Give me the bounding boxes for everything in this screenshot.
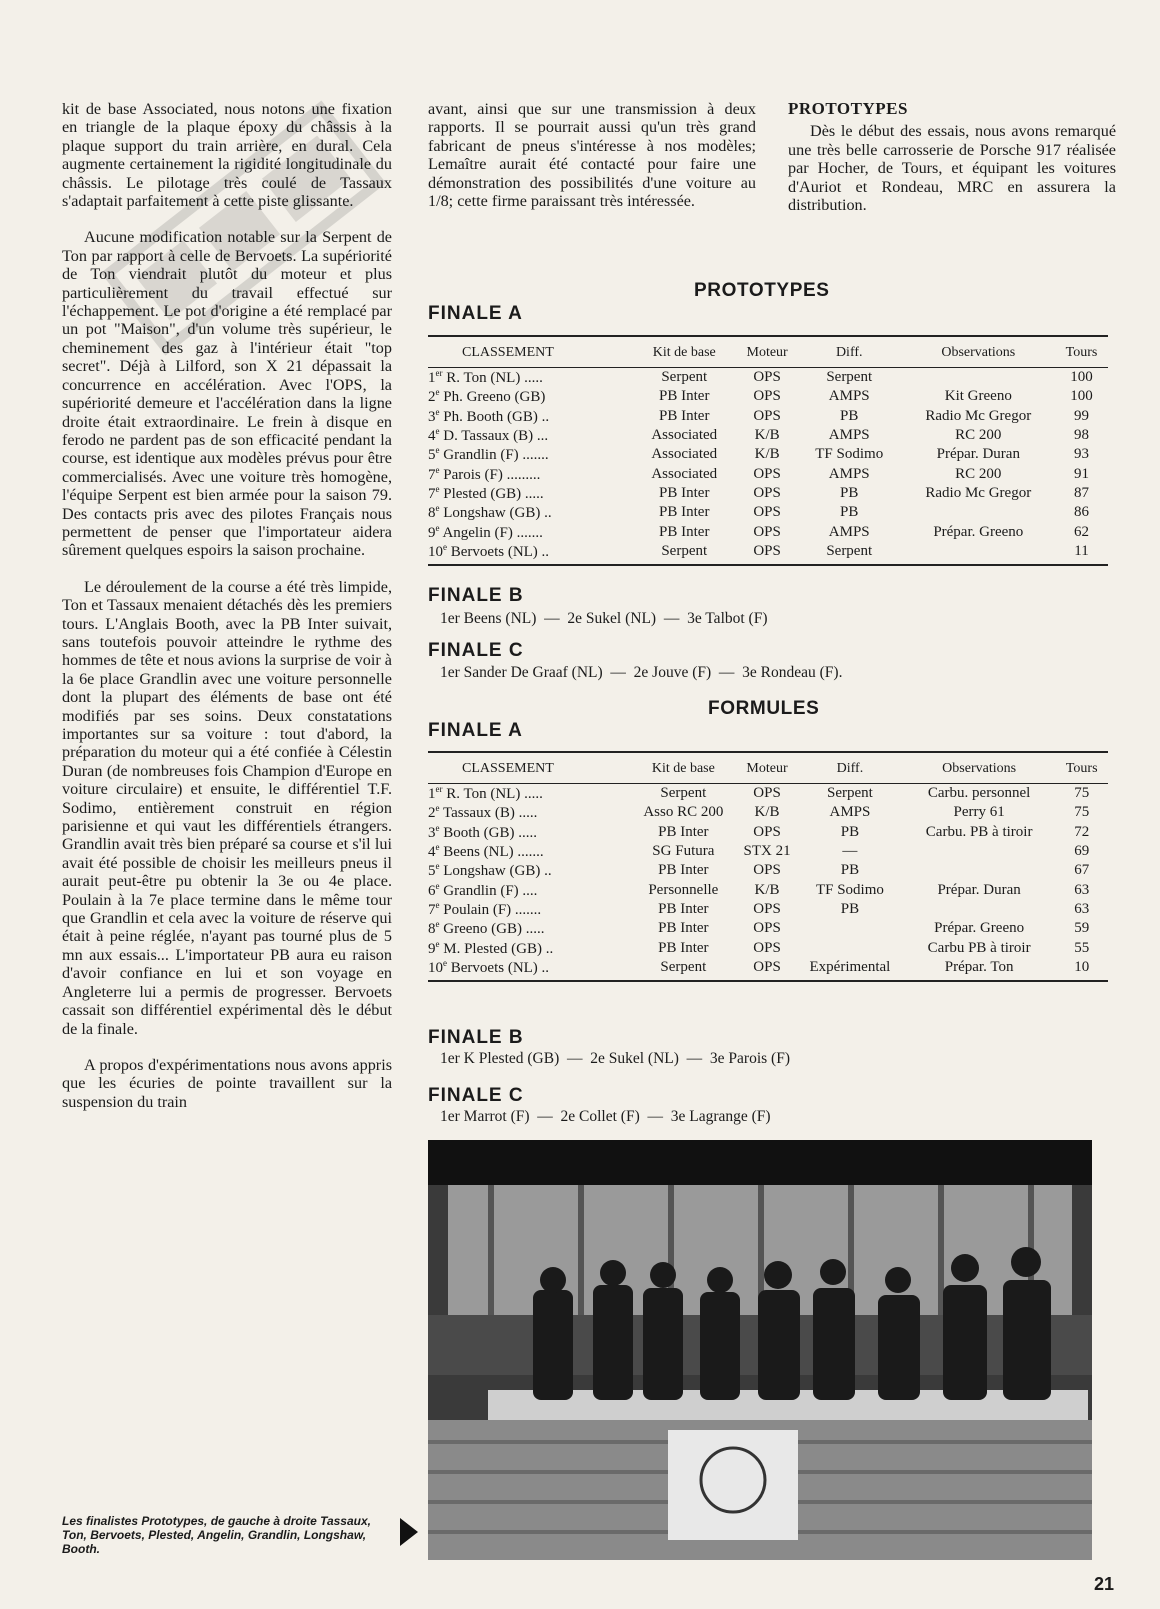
prototypes-finale-a-title: FINALE A	[428, 303, 523, 324]
paragraph: kit de base Associated, nous notons une fixation en triangle de la plaque époxy du châssis à la plaque support du train arrière, en dural. Cela augmente certainement la rigidité longitudinale du châssis. Le pilotage très coulé de Tassaux s'adaptait parfaitement à cette piste glissante.	[62, 100, 392, 211]
prototypes-title: PROTOTYPES	[694, 280, 830, 301]
classement-cell	[428, 823, 630, 842]
kit-cell: Associated	[651, 427, 718, 444]
article-column-1	[62, 100, 392, 1129]
col-header: Kit de base	[630, 752, 738, 784]
moteur-cell: OPS	[753, 407, 781, 424]
classement-cell	[428, 900, 630, 919]
prototypes-results-table	[428, 335, 1108, 566]
col-header: CLASSEMENT	[428, 336, 631, 368]
obs-cell	[903, 842, 1056, 861]
driver-name: Plested (GB) .....	[443, 485, 544, 502]
prototypes-finale-b-results: 1er Beens (NL) — 2e Sukel (NL) — 3e Talbot (F)	[440, 610, 768, 627]
moteur-cell: OPS	[753, 939, 781, 956]
col-header: Tours	[1055, 752, 1108, 784]
diff-cell: PB	[840, 823, 860, 840]
rank: 8e	[428, 503, 440, 522]
rank: 2e	[428, 803, 440, 822]
obs-cell: Kit Greeno	[944, 388, 1012, 405]
table-row	[428, 784, 1108, 804]
moteur-cell: OPS	[753, 504, 781, 521]
moteur-cell: STX 21	[743, 843, 791, 860]
kit-cell: Associated	[651, 446, 718, 463]
driver-name: Tassaux (B) .....	[442, 805, 538, 822]
rank: 10e	[428, 957, 447, 976]
table-row	[428, 900, 1108, 919]
formules-finale-b-title: FINALE B	[428, 1027, 524, 1048]
classement-cell	[428, 522, 631, 541]
driver-name: Grandlin (F) ....	[443, 882, 538, 899]
col-header: Diff.	[797, 752, 903, 784]
formules-finale-a-title: FINALE A	[428, 720, 523, 741]
finalists-photo	[428, 1140, 1092, 1560]
classement-cell	[428, 880, 630, 899]
tours-cell: 99	[1073, 407, 1089, 424]
tours-cell: 63	[1074, 900, 1090, 917]
kit-cell: SG Futura	[652, 843, 715, 860]
obs-cell: Carbu PB à tiroir	[927, 939, 1031, 956]
rank: 10e	[428, 541, 447, 560]
page-number: 21	[1094, 1574, 1115, 1594]
col-header: Observations	[902, 336, 1055, 368]
moteur-cell: OPS	[753, 785, 781, 802]
table-row	[428, 484, 1108, 503]
driver-name: Longshaw (GB) ..	[443, 505, 552, 522]
rank: 7e	[428, 464, 440, 483]
table-row	[428, 464, 1108, 483]
table-row	[428, 522, 1108, 541]
driver-name: M. Plested (GB) ..	[443, 940, 554, 957]
article-column-3	[788, 100, 1116, 232]
obs-cell: Prépar. Greeno	[934, 920, 1025, 937]
obs-cell: Prépar. Duran	[936, 446, 1020, 463]
kit-cell: Serpent	[630, 958, 738, 981]
classement-cell	[428, 958, 630, 981]
table-row	[428, 861, 1108, 880]
tours-cell: 86	[1073, 504, 1089, 521]
rank: 4e	[428, 426, 440, 445]
rank: 5e	[428, 861, 440, 880]
paragraph: Aucune modification notable sur la Serpent de Ton par rapport à celle de Bervoets. La supériorité de Ton viendrait plutôt du moteur et plus particulièrement du travail effectué sur l'échappement. Le pot d'origine a été remplacé par un pot "Maison", d'un volume très supérieur, le cheminement des gaz à l'intérieur était "top secret". Déjà à Lilford, son X 21 dépassait la concurrence en accélération. Avec l'OPS, la supériorité demeure et l'accélération dans la ligne droite était extraordinaire. Le frein à disque en ferodo ne pardent pas de son efficacité pendant la course, est identique aux modèles prévus pour être commercialisés. Avec une voiture très homogène, l'équipe Serpent est bien armée pour la saison 79. Des contacts pris avec des pilotes Français nous permettent de penser que l'importateur aidera sûrement quelques espoirs la saison prochaine.	[62, 228, 392, 560]
kit-cell: PB Inter	[658, 920, 709, 937]
diff-cell: TF Sodimo	[815, 446, 884, 463]
table-row	[428, 958, 1108, 981]
col-header: CLASSEMENT	[428, 752, 630, 784]
article-column-2	[428, 100, 756, 228]
table-row	[428, 426, 1108, 445]
kit-cell: PB Inter	[659, 523, 710, 540]
col-header: Kit de base	[631, 336, 737, 368]
tours-cell: 67	[1074, 862, 1090, 879]
col-header: Diff.	[797, 336, 902, 368]
obs-cell: Prépar. Duran	[937, 881, 1021, 898]
classement-cell	[428, 919, 630, 938]
classement-cell	[428, 503, 631, 522]
classement-cell	[428, 842, 630, 861]
tours-cell: 62	[1073, 523, 1089, 540]
moteur-cell: OPS	[753, 862, 781, 879]
tours-cell: 75	[1074, 804, 1090, 821]
formules-finale-c-results: 1er Marrot (F) — 2e Collet (F) — 3e Lagrange (F)	[440, 1108, 771, 1125]
driver-name: Longshaw (GB) ..	[443, 863, 552, 880]
obs-cell: Radio Mc Gregor	[925, 407, 1032, 424]
formules-finale-c-title: FINALE C	[428, 1085, 524, 1106]
table-row	[428, 368, 1108, 388]
classement-cell	[428, 464, 631, 483]
rank: 6e	[428, 880, 440, 899]
classement-cell	[428, 484, 631, 503]
table-row	[428, 387, 1108, 406]
table-row	[428, 938, 1108, 957]
driver-name: Greeno (GB) .....	[443, 921, 545, 938]
moteur-cell: K/B	[754, 427, 780, 444]
paragraph: avant, ainsi que sur une transmission à deux rapports. Il se pourrait aussi qu'un très grand fabricant de pneus s'intéresse à nos modèles; Lemaître aurait été contacté pour faire une démonstration des possibilités d'une voiture au 1/8; cette firme paraissant très intéressée.	[428, 100, 756, 211]
table-row	[428, 823, 1108, 842]
moteur-cell: K/B	[754, 881, 780, 898]
formules-title: FORMULES	[708, 698, 820, 719]
paragraph: A propos d'expérimentations nous avons appris que les écuries de pointe travaillent sur la suspension du train	[62, 1055, 392, 1111]
diff-cell: Serpent	[826, 369, 873, 386]
kit-cell: Serpent	[660, 785, 707, 802]
rank: 9e	[428, 938, 440, 957]
obs-cell	[902, 368, 1055, 388]
prototypes-finale-c-results: 1er Sander De Graaf (NL) — 2e Jouve (F) — 3e Rondeau (F).	[440, 664, 843, 681]
moteur-cell: OPS	[753, 388, 781, 405]
kit-cell: PB Inter	[659, 504, 710, 521]
table-row	[428, 842, 1108, 861]
arrow-right-icon	[400, 1518, 418, 1546]
kit-cell: Associated	[651, 465, 718, 482]
diff-cell: —	[842, 843, 858, 860]
prototypes-finale-b-title: FINALE B	[428, 585, 524, 606]
classement-cell	[428, 803, 630, 822]
diff-cell: PB	[840, 900, 860, 917]
tours-cell: 55	[1074, 939, 1090, 956]
rank: 4e	[428, 842, 440, 861]
moteur-cell: K/B	[754, 804, 780, 821]
moteur-cell: OPS	[737, 542, 796, 565]
table-row	[428, 503, 1108, 522]
kit-cell: Personnelle	[648, 881, 719, 898]
rank: 1er	[428, 784, 443, 803]
obs-cell: Carbu. PB à tiroir	[925, 823, 1033, 840]
rank: 9e	[428, 522, 440, 541]
kit-cell: PB Inter	[659, 388, 710, 405]
tours-cell: 100	[1070, 369, 1093, 386]
classement-cell	[428, 387, 631, 406]
driver-name: Bervoets (NL) ..	[450, 543, 550, 560]
rank: 3e	[428, 406, 440, 425]
diff-cell: AMPS	[828, 388, 870, 405]
rank: 7e	[428, 483, 440, 502]
table-row	[428, 919, 1108, 938]
obs-cell: Radio Mc Gregor	[925, 484, 1032, 501]
diff-cell: TF Sodimo	[815, 881, 884, 898]
tours-cell: 98	[1073, 427, 1089, 444]
kit-cell: PB Inter	[658, 862, 709, 879]
classement-cell	[428, 861, 630, 880]
driver-name: Grandlin (F) .......	[443, 447, 549, 464]
kit-cell: PB Inter	[659, 407, 710, 424]
driver-name: Parois (F) .........	[443, 466, 541, 483]
paragraph: Dès le début des essais, nous avons remarqué une très belle carrosserie de Porsche 917 réalisée par Hocher, de Tours, et équipant les voitures d'Auriot et Rondeau, MRC en assurera la distribution.	[788, 122, 1116, 215]
kit-cell: PB Inter	[658, 900, 709, 917]
moteur-cell: OPS	[753, 900, 781, 917]
diff-cell: Serpent	[827, 785, 873, 802]
kit-cell: Asso RC 200	[643, 804, 724, 821]
tours-cell: 91	[1073, 465, 1089, 482]
diff-cell: PB	[840, 862, 860, 879]
diff-cell: AMPS	[828, 427, 870, 444]
tours-cell: 75	[1074, 785, 1090, 802]
driver-name: Beens (NL) .......	[443, 844, 544, 861]
diff-cell: PB	[840, 484, 859, 501]
diff-cell: AMPS	[828, 465, 870, 482]
obs-cell: Prépar. Ton	[903, 958, 1056, 981]
driver-name: R. Ton (NL) .....	[446, 786, 543, 803]
obs-cell: Prépar. Greeno	[933, 523, 1024, 540]
moteur-cell: OPS	[737, 958, 797, 981]
diff-cell	[797, 919, 903, 938]
rank: 1er	[428, 368, 443, 387]
moteur-cell: OPS	[753, 465, 781, 482]
classement-cell	[428, 938, 630, 957]
obs-cell	[903, 900, 1056, 919]
diff-cell: AMPS	[829, 804, 871, 821]
diff-cell: PB	[840, 407, 859, 424]
paragraph: Le déroulement de la course a été très limpide, Ton et Tassaux menaient détachés dès les premiers tours. L'Anglais Booth, avec la PB Inter suivait, sans toutefois pouvoir atteindre le rythme des hommes de tête et nous avions la surprise de voir à la 6e place Grandlin avec une voiture personnelle dont la plupart des éléments de base ont été modifiés par ses soins. Deux constatations importantes sur sa voiture : tout d'abord, la préparation du moteur qui a été confiée à Célestin Duran (de nombreuses fois Champion d'Europe en voiture circulaire) et ensuite, le différentiel T.F. Sodimo, entièrement construit en région parisienne et qui vaut les différentiels étrangers. Grandlin avait très bien préparé sa course et s'il lui avait été possible de choisir les meilleurs pneus il aurait peut-être pu obtenir la 3e ou 4e place. Poulain à la 7e place termine dans le même tour que Grandlin et cela avec la voiture de réserve qui était à peine réglée, n'ayant pas tourné plus de 5 mn aux essais... L'importateur PB aura eu raison d'avoir confiance en lui et son voyage en Angleterre lui a permis de progresser. Bervoets cassait son différentiel expérimental dès le début de la finale.	[62, 577, 392, 1038]
tours-cell: 93	[1073, 446, 1089, 463]
tours-cell: 11	[1055, 542, 1108, 565]
table-row	[428, 880, 1108, 899]
classement-cell	[428, 426, 631, 445]
driver-name: Booth (GB) .....	[443, 824, 537, 841]
classement-cell	[428, 445, 631, 464]
col-header: Tours	[1055, 336, 1108, 368]
driver-name: R. Ton (NL) .....	[446, 370, 543, 387]
section-heading: PROTOTYPES	[788, 99, 908, 118]
rank: 7e	[428, 899, 440, 918]
kit-cell: Serpent	[631, 542, 737, 565]
tours-cell: 63	[1074, 881, 1090, 898]
moteur-cell: OPS	[753, 920, 781, 937]
photo-caption: Les finalistes Prototypes, de gauche à droite Tassaux, Ton, Bervoets, Plested, Angelin, Grandlin, Longshaw, Booth.	[62, 1514, 371, 1556]
kit-cell: PB Inter	[658, 823, 709, 840]
moteur-cell: OPS	[753, 523, 781, 540]
tours-cell: 100	[1070, 388, 1093, 405]
obs-cell	[903, 861, 1056, 880]
driver-name: Bervoets (NL) ..	[450, 959, 550, 976]
col-header: Moteur	[737, 752, 797, 784]
diff-cell: AMPS	[828, 523, 870, 540]
col-header: Observations	[903, 752, 1056, 784]
rank: 5e	[428, 445, 440, 464]
obs-cell: Perry 61	[953, 804, 1005, 821]
diff-cell: PB	[840, 504, 859, 521]
driver-name: Poulain (F) .......	[443, 901, 542, 918]
tours-cell: 87	[1073, 484, 1089, 501]
rank: 2e	[428, 387, 440, 406]
kit-cell: PB Inter	[659, 484, 710, 501]
rank: 8e	[428, 919, 440, 938]
driver-name: Angelin (F) .......	[442, 524, 543, 541]
diff-cell	[797, 938, 903, 957]
table-row	[428, 407, 1108, 426]
obs-cell: RC 200	[955, 427, 1002, 444]
rank: 3e	[428, 822, 440, 841]
moteur-cell: K/B	[754, 446, 780, 463]
moteur-cell: OPS	[753, 823, 781, 840]
classement-cell	[428, 368, 631, 388]
obs-cell	[902, 542, 1055, 565]
table-row	[428, 542, 1108, 565]
diff-cell: Expérimental	[797, 958, 903, 981]
formules-results-table	[428, 751, 1108, 982]
prototypes-finale-c-title: FINALE C	[428, 640, 524, 661]
diff-cell: Serpent	[797, 542, 902, 565]
tours-cell: 69	[1074, 843, 1090, 860]
kit-cell: PB Inter	[658, 939, 709, 956]
tours-cell: 59	[1074, 920, 1090, 937]
driver-name: Ph. Booth (GB) ..	[443, 408, 550, 425]
table-row	[428, 803, 1108, 822]
tours-cell: 10	[1055, 958, 1108, 981]
tours-cell: 72	[1074, 823, 1090, 840]
obs-cell: Carbu. personnel	[927, 785, 1031, 802]
classement-cell	[428, 542, 631, 565]
classement-cell	[428, 407, 631, 426]
col-header: Moteur	[737, 336, 796, 368]
obs-cell	[902, 503, 1055, 522]
obs-cell: RC 200	[955, 465, 1002, 482]
classement-cell	[428, 784, 630, 804]
kit-cell: Serpent	[661, 369, 708, 386]
driver-name: Ph. Greeno (GB)	[443, 389, 546, 406]
moteur-cell: OPS	[753, 369, 781, 386]
driver-name: D. Tassaux (B) ...	[443, 428, 549, 445]
table-row	[428, 445, 1108, 464]
formules-finale-b-results: 1er K Plested (GB) — 2e Sukel (NL) — 3e Parois (F)	[440, 1050, 790, 1067]
moteur-cell: OPS	[753, 484, 781, 501]
